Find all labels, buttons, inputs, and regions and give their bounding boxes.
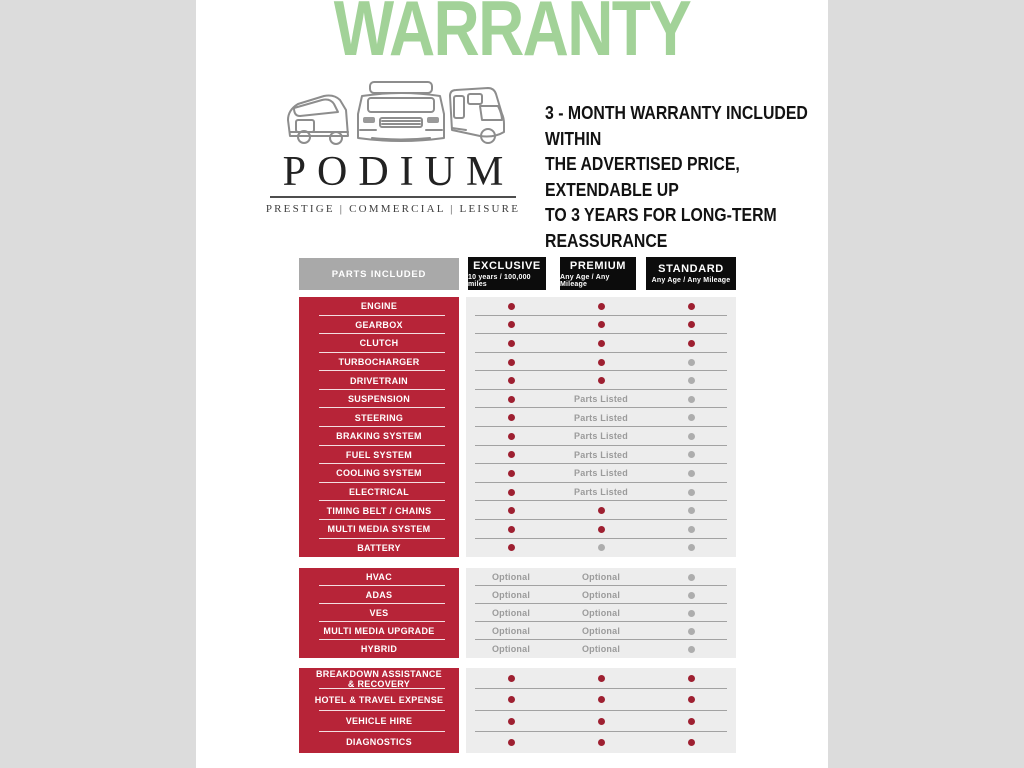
plan-cell <box>646 483 736 502</box>
plan-cell <box>466 520 556 539</box>
plan-cell <box>466 483 556 502</box>
plan-cell <box>466 622 556 640</box>
part-row <box>299 408 459 427</box>
value-row <box>466 711 736 732</box>
included-dot-icon <box>688 739 695 746</box>
part-row <box>299 390 459 409</box>
plan-cell <box>646 622 736 640</box>
plan-name: STANDARD <box>658 263 724 275</box>
included-dot-icon <box>508 489 515 496</box>
plan-values-panel <box>466 568 736 658</box>
plan-cell <box>556 586 646 604</box>
part-row <box>299 640 459 658</box>
included-dot-icon <box>598 675 605 682</box>
not-included-dot-icon <box>688 544 695 551</box>
not-included-dot-icon <box>688 610 695 617</box>
part-row <box>299 464 459 483</box>
value-row <box>466 371 736 390</box>
value-row <box>466 427 736 446</box>
not-included-dot-icon <box>688 396 695 403</box>
part-label: TIMING BELT / CHAINS <box>326 505 432 516</box>
included-dot-icon <box>508 359 515 366</box>
part-row <box>299 353 459 372</box>
part-labels-panel <box>299 297 459 557</box>
part-label: BATTERY <box>357 542 401 553</box>
part-row <box>299 622 459 640</box>
part-label: ELECTRICAL <box>349 487 409 498</box>
included-dot-icon <box>508 526 515 533</box>
plan-cell <box>556 604 646 622</box>
part-label: DIAGNOSTICS <box>346 737 412 748</box>
part-label: COOLING SYSTEM <box>336 468 422 479</box>
not-included-dot-icon <box>598 544 605 551</box>
cell-text: Parts Listed <box>574 394 628 405</box>
cell-text: Optional <box>491 626 531 636</box>
plan-cell <box>556 622 646 640</box>
plan-cell <box>466 668 556 689</box>
plan-cell <box>466 353 556 372</box>
part-label: MULTI MEDIA UPGRADE <box>323 626 435 636</box>
plan-header-standard <box>646 257 736 290</box>
plan-cell <box>466 501 556 520</box>
plan-cell <box>556 334 646 353</box>
plan-cell <box>556 539 646 558</box>
included-dot-icon <box>598 696 605 703</box>
plan-cell <box>556 371 646 390</box>
brand-divider <box>270 196 516 198</box>
included-dot-icon <box>508 739 515 746</box>
plan-cell <box>646 353 736 372</box>
plan-cell <box>466 732 556 753</box>
included-dot-icon <box>598 718 605 725</box>
included-dot-icon <box>598 507 605 514</box>
part-row <box>299 446 459 465</box>
included-dot-icon <box>508 507 515 514</box>
included-dot-icon <box>508 696 515 703</box>
plan-cell <box>646 568 736 586</box>
parts-group-mechanical <box>0 297 1024 557</box>
plan-cell <box>556 711 646 732</box>
part-row <box>299 483 459 502</box>
value-row <box>466 586 736 604</box>
cell-text: Parts Listed <box>574 449 628 460</box>
part-row <box>299 586 459 604</box>
plan-cell <box>466 464 556 483</box>
value-row <box>466 640 736 658</box>
included-dot-icon <box>508 675 515 682</box>
part-row <box>299 732 459 753</box>
plan-cell <box>466 539 556 558</box>
value-row <box>466 353 736 372</box>
plan-cell <box>556 408 646 427</box>
plan-cell <box>646 520 736 539</box>
included-dot-icon <box>598 321 605 328</box>
value-row <box>466 539 736 558</box>
cell-text: Optional <box>581 626 621 636</box>
included-dot-icon <box>508 377 515 384</box>
plan-cell <box>466 711 556 732</box>
included-dot-icon <box>508 414 515 421</box>
plan-cell <box>646 371 736 390</box>
value-row <box>466 622 736 640</box>
part-label: VEHICLE HIRE <box>345 716 413 727</box>
value-row <box>466 501 736 520</box>
cell-text: Parts Listed <box>574 468 628 479</box>
included-dot-icon <box>598 359 605 366</box>
part-label: CLUTCH <box>359 338 399 349</box>
part-row <box>299 520 459 539</box>
value-row <box>466 568 736 586</box>
part-row <box>299 501 459 520</box>
plan-cell <box>646 297 736 316</box>
included-dot-icon <box>508 544 515 551</box>
plan-cell <box>646 464 736 483</box>
included-dot-icon <box>508 451 515 458</box>
cell-text: Optional <box>491 644 531 654</box>
plan-cell <box>556 316 646 335</box>
cell-text: Parts Listed <box>574 487 628 498</box>
part-row <box>299 427 459 446</box>
plan-cell <box>466 334 556 353</box>
included-dot-icon <box>688 675 695 682</box>
value-row <box>466 316 736 335</box>
part-label: SUSPENSION <box>347 394 410 405</box>
plan-header-premium <box>560 257 636 290</box>
not-included-dot-icon <box>688 433 695 440</box>
not-included-dot-icon <box>688 646 695 653</box>
plan-cell <box>466 640 556 658</box>
value-row <box>466 604 736 622</box>
value-row <box>466 446 736 465</box>
plan-subtitle: 10 years / 100,000 miles <box>468 273 531 288</box>
plan-subtitle: Any Age / Any Mileage <box>560 273 610 288</box>
value-row <box>466 732 736 753</box>
part-label: ENGINE <box>360 301 398 312</box>
cell-text: Parts Listed <box>574 412 628 423</box>
plan-cell <box>556 353 646 372</box>
plan-cell <box>466 427 556 446</box>
included-dot-icon <box>688 696 695 703</box>
intro-line: 3 - MONTH WARRANTY INCLUDED WITHIN <box>545 103 808 149</box>
not-included-dot-icon <box>688 377 695 384</box>
plan-cell <box>556 427 646 446</box>
plan-cell <box>466 390 556 409</box>
parts-group-optional <box>0 568 1024 658</box>
intro-text <box>545 101 835 254</box>
included-dot-icon <box>688 718 695 725</box>
part-label: STEERING <box>354 412 404 423</box>
plan-subtitle: Any Age / Any Mileage <box>651 277 731 284</box>
included-dot-icon <box>598 340 605 347</box>
included-dot-icon <box>598 526 605 533</box>
plan-cell <box>646 446 736 465</box>
plan-header-exclusive <box>468 257 546 290</box>
not-included-dot-icon <box>688 526 695 533</box>
plan-cell <box>646 668 736 689</box>
part-label: GEARBOX <box>355 319 403 330</box>
plan-cell <box>556 446 646 465</box>
plan-cell <box>556 640 646 658</box>
plan-name: EXCLUSIVE <box>473 259 541 272</box>
parts-group-assistance <box>0 668 1024 753</box>
brand-name: PODIUM <box>282 149 515 195</box>
included-dot-icon <box>508 470 515 477</box>
included-dot-icon <box>688 303 695 310</box>
plan-cell <box>646 689 736 710</box>
cell-text: Optional <box>581 644 621 654</box>
part-row <box>299 568 459 586</box>
plan-cell <box>556 668 646 689</box>
part-row <box>299 297 459 316</box>
plan-cell <box>466 408 556 427</box>
not-included-dot-icon <box>688 414 695 421</box>
value-row <box>466 689 736 710</box>
part-row <box>299 604 459 622</box>
cell-text: Optional <box>581 608 621 618</box>
plan-cell <box>466 297 556 316</box>
included-dot-icon <box>508 321 515 328</box>
plan-cell <box>646 640 736 658</box>
plan-name: PREMIUM <box>569 259 627 272</box>
cell-text: Optional <box>491 590 531 600</box>
plan-cell <box>646 334 736 353</box>
cell-text: Optional <box>581 572 621 582</box>
included-dot-icon <box>598 377 605 384</box>
plan-cell <box>466 446 556 465</box>
not-included-dot-icon <box>688 628 695 635</box>
included-dot-icon <box>598 303 605 310</box>
part-label: BRAKING SYSTEM <box>336 431 422 442</box>
not-included-dot-icon <box>688 359 695 366</box>
plan-cell <box>466 604 556 622</box>
included-dot-icon <box>508 718 515 725</box>
value-row <box>466 297 736 316</box>
part-row <box>299 316 459 335</box>
plan-cell <box>646 539 736 558</box>
plan-values-panel <box>466 668 736 753</box>
not-included-dot-icon <box>688 489 695 496</box>
value-row <box>466 408 736 427</box>
intro-line: THE ADVERTISED PRICE, EXTENDABLE UP <box>545 154 740 200</box>
included-dot-icon <box>508 340 515 347</box>
not-included-dot-icon <box>688 470 695 477</box>
vehicles-icon <box>284 80 506 146</box>
part-row <box>299 711 459 732</box>
included-dot-icon <box>688 340 695 347</box>
value-row <box>466 668 736 689</box>
not-included-dot-icon <box>688 574 695 581</box>
cell-text: Optional <box>491 608 531 618</box>
cell-text: Parts Listed <box>574 431 628 442</box>
not-included-dot-icon <box>688 507 695 514</box>
plan-cell <box>556 501 646 520</box>
not-included-dot-icon <box>688 451 695 458</box>
plan-cell <box>466 316 556 335</box>
plan-cell <box>466 689 556 710</box>
page-title: WARRANTY <box>333 0 691 72</box>
included-dot-icon <box>508 433 515 440</box>
value-row <box>466 464 736 483</box>
plan-cell <box>556 390 646 409</box>
part-label: HOTEL & TRAVEL EXPENSE <box>314 694 444 705</box>
value-row <box>466 483 736 502</box>
plan-cell <box>466 586 556 604</box>
part-label: HYBRID <box>360 644 398 654</box>
cell-text: Optional <box>491 572 531 582</box>
plan-values-panel <box>466 297 736 557</box>
part-row <box>299 689 459 710</box>
part-label: HVAC <box>365 572 393 582</box>
plan-cell <box>646 427 736 446</box>
part-label: BREAKDOWN ASSISTANCE & RECOVERY <box>315 668 442 689</box>
plan-cell <box>556 297 646 316</box>
plan-cell <box>646 732 736 753</box>
plan-cell <box>466 568 556 586</box>
part-label: FUEL SYSTEM <box>345 449 413 460</box>
value-row <box>466 520 736 539</box>
plan-cell <box>646 711 736 732</box>
plan-cell <box>646 501 736 520</box>
plan-cell <box>646 316 736 335</box>
part-row <box>299 539 459 558</box>
part-label: TURBOCHARGER <box>338 357 420 368</box>
included-dot-icon <box>508 396 515 403</box>
plan-cell <box>646 408 736 427</box>
plan-cell <box>646 604 736 622</box>
part-label: ADAS <box>365 590 393 600</box>
cell-text: Optional <box>581 590 621 600</box>
part-labels-panel <box>299 568 459 658</box>
part-row <box>299 668 459 689</box>
parts-included-header: PARTS INCLUDED <box>299 258 459 290</box>
plan-cell <box>466 371 556 390</box>
part-row <box>299 334 459 353</box>
plan-cell <box>556 732 646 753</box>
plan-cell <box>556 689 646 710</box>
included-dot-icon <box>598 739 605 746</box>
included-dot-icon <box>508 303 515 310</box>
plan-cell <box>646 586 736 604</box>
intro-line: TO 3 YEARS FOR LONG-TERM <box>545 205 777 225</box>
plan-cell <box>556 568 646 586</box>
included-dot-icon <box>688 321 695 328</box>
plan-cell <box>556 464 646 483</box>
not-included-dot-icon <box>688 592 695 599</box>
plan-cell <box>556 520 646 539</box>
part-label: VES <box>369 608 389 618</box>
plan-cell <box>556 483 646 502</box>
part-label: MULTI MEDIA SYSTEM <box>327 524 431 535</box>
value-row <box>466 390 736 409</box>
intro-line: REASSURANCE <box>545 230 668 251</box>
plan-cell <box>646 390 736 409</box>
part-label: DRIVETRAIN <box>349 375 408 386</box>
value-row <box>466 334 736 353</box>
part-labels-panel <box>299 668 459 753</box>
part-row <box>299 371 459 390</box>
brand-tagline: PRESTIGE | COMMERCIAL | LEISURE <box>265 203 521 215</box>
